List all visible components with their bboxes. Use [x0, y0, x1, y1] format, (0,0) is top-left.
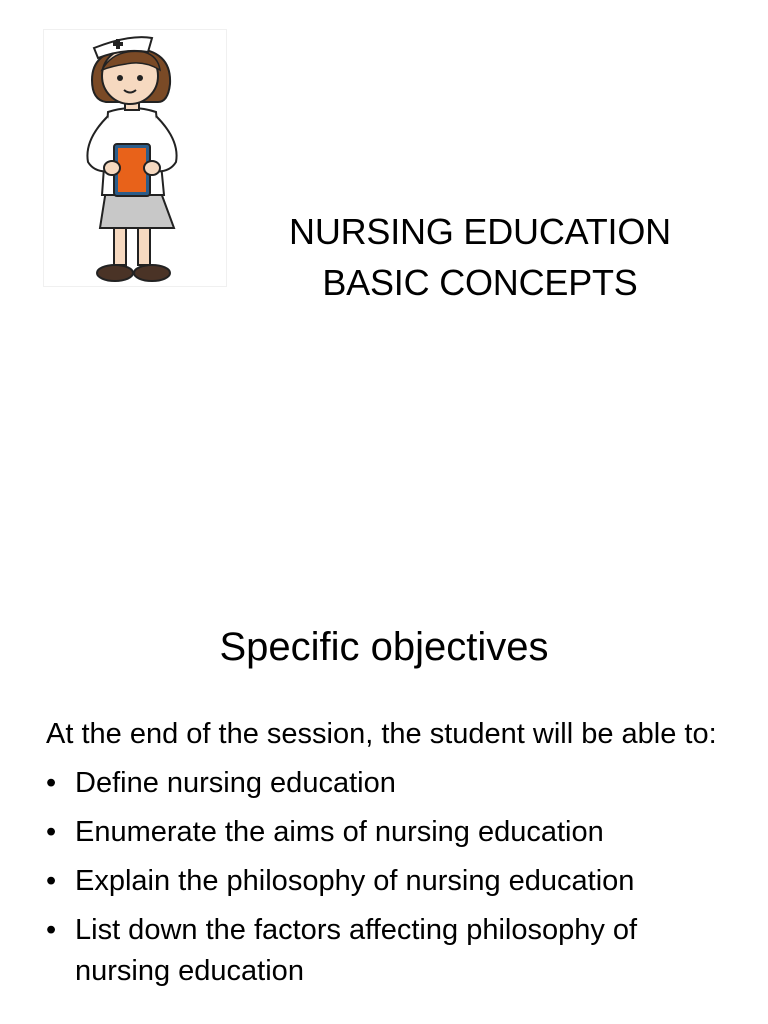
bullet-icon: •	[46, 914, 57, 946]
list-item	[46, 910, 736, 992]
bullet-icon: •	[46, 767, 57, 799]
slide-heading: Specific objectives	[219, 625, 549, 669]
objective-text: List down the factors affecting philosophy of nursing education	[75, 914, 638, 987]
title-line-1: NURSING EDUCATION	[289, 211, 671, 252]
objectives-slide	[0, 576, 768, 1024]
list-item	[46, 861, 736, 902]
title-line-2: BASIC CONCEPTS	[322, 262, 638, 303]
objectives-body	[46, 714, 736, 1000]
objective-text: Define nursing education	[75, 767, 396, 799]
objective-text: Enumerate the aims of nursing education	[75, 816, 604, 848]
presentation-title	[250, 206, 710, 308]
intro-text: At the end of the session, the student will be able to:	[46, 718, 717, 750]
list-item	[46, 812, 736, 853]
objectives-list	[46, 763, 736, 992]
bullet-icon: •	[46, 865, 57, 897]
list-item	[46, 763, 736, 804]
objective-text: Explain the philosophy of nursing education	[75, 865, 635, 897]
nurse-illustration	[43, 29, 227, 287]
bullet-icon: •	[46, 816, 57, 848]
